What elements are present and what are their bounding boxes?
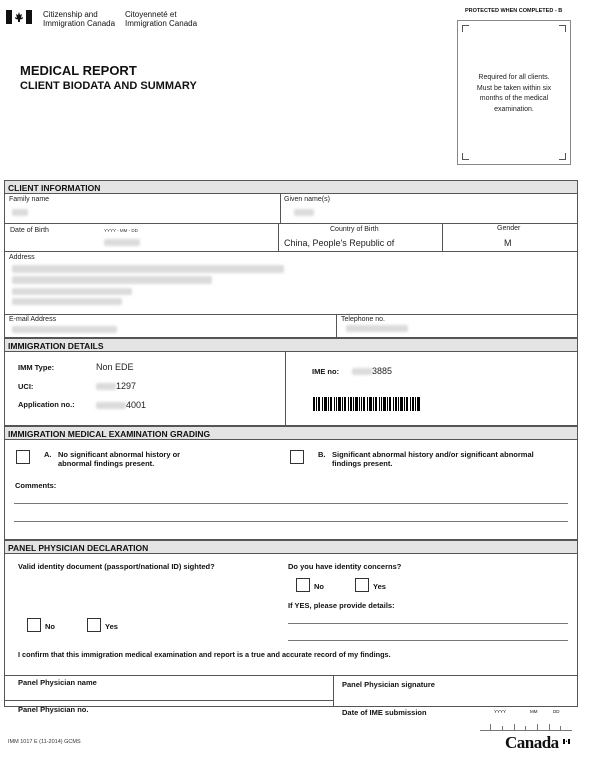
canada-wordmark-logo xyxy=(505,733,559,753)
grade-b-line2: findings present. xyxy=(332,459,393,468)
ime-date-yyyy-hint: YYYY xyxy=(494,709,507,714)
dept-fr-line2: Immigration Canada xyxy=(125,19,198,28)
identity-concerns-no-checkbox[interactable] xyxy=(296,578,310,592)
valid-id-question: Valid identity document (passport/national ID) sighted? xyxy=(18,562,215,571)
section-declaration: PANEL PHYSICIAN DECLARATION xyxy=(4,540,578,554)
ime-no-label: IME no: xyxy=(312,367,340,376)
dob-label: Date of Birth xyxy=(10,227,49,234)
photo-box[interactable] xyxy=(457,20,571,165)
photo-note-line: Required for all clients. xyxy=(478,74,550,81)
ime-no-value: 3885 xyxy=(372,366,393,376)
canada-wordmark: Canada xyxy=(505,733,559,752)
grade-a-letter: A. xyxy=(44,450,52,459)
grade-a-checkbox[interactable] xyxy=(16,450,30,464)
country-label: Country of Birth xyxy=(330,226,379,233)
photo-note xyxy=(458,73,570,115)
grade-a-line1: No significant abnormal history or xyxy=(58,450,181,459)
phone-label: Telephone no. xyxy=(341,316,385,323)
address-label: Address xyxy=(9,254,35,261)
given-names-label: Given name(s) xyxy=(284,196,330,203)
valid-id-no-checkbox[interactable] xyxy=(27,618,41,632)
dob-format-hint: YYYY - MM - DD xyxy=(104,228,138,233)
dept-en-line2: Immigration Canada xyxy=(43,19,116,28)
valid-id-no-label: No xyxy=(45,622,55,631)
physician-no-label: Panel Physician no. xyxy=(18,705,89,714)
identity-concerns-yes-label: Yes xyxy=(373,582,386,591)
physician-name-label: Panel Physician name xyxy=(18,678,97,687)
photo-note-line: examination. xyxy=(494,105,534,113)
ime-date-mm-hint: MM xyxy=(530,709,538,714)
uci-label: UCI: xyxy=(18,382,34,391)
identity-concerns-question: Do you have identity concerns? xyxy=(288,562,402,571)
imm-type-value: Non EDE xyxy=(96,362,134,372)
application-no-value: 4001 xyxy=(126,400,147,410)
immigration-details-table xyxy=(4,351,578,426)
ime-date-label: Date of IME submission xyxy=(342,708,427,717)
application-no-label: Application no.: xyxy=(18,400,75,409)
photo-note-line: Must be taken within six xyxy=(476,84,552,92)
protected-label: PROTECTED WHEN COMPLETED - B xyxy=(465,8,563,14)
wordmark-flag-icon xyxy=(563,731,570,736)
grade-b-checkbox[interactable] xyxy=(290,450,304,464)
confirmation-statement: I confirm that this immigration medical examination and report is a true and accurate record of my findings. xyxy=(18,650,391,659)
physician-signature-label: Panel Physician signature xyxy=(342,680,435,689)
section-client-information: CLIENT INFORMATION xyxy=(4,180,578,194)
country-value: China, People's Republic of xyxy=(284,238,395,248)
valid-id-yes-checkbox[interactable] xyxy=(87,618,101,632)
identity-concerns-no-label: No xyxy=(314,582,324,591)
grade-b-line1: Significant abnormal history and/or significant abnormal xyxy=(332,450,534,459)
section-grading: IMMIGRATION MEDICAL EXAMINATION GRADING xyxy=(4,426,578,440)
form-code: IMM 1017 E (11-2014) GCMS xyxy=(8,739,81,745)
grade-b-letter: B. xyxy=(318,450,326,459)
grade-a-line2: abnormal findings present. xyxy=(58,459,155,468)
gender-value: M xyxy=(504,238,512,248)
email-label: E-mail Address xyxy=(9,316,57,323)
ime-date-dd-hint: DD xyxy=(553,709,560,714)
dept-fr-line1: Citoyenneté et xyxy=(125,10,177,19)
photo-note-line: months of the medical xyxy=(479,95,549,102)
if-yes-label: If YES, please provide details: xyxy=(288,601,395,610)
imm-type-label: IMM Type: xyxy=(18,363,55,372)
canada-flag-icon xyxy=(6,10,32,24)
section-immigration-details: IMMIGRATION DETAILS xyxy=(4,338,578,352)
barcode xyxy=(313,397,420,411)
uci-value: 1297 xyxy=(116,381,137,391)
form-subtitle: CLIENT BIODATA AND SUMMARY xyxy=(20,80,197,92)
valid-id-yes-label: Yes xyxy=(105,622,118,631)
family-name-label: Family name xyxy=(9,196,50,203)
dept-en-line1: Citizenship and xyxy=(43,10,98,19)
identity-concerns-yes-checkbox[interactable] xyxy=(355,578,369,592)
form-title: MEDICAL REPORT xyxy=(20,63,137,78)
comments-label: Comments: xyxy=(15,481,57,490)
gender-label: Gender xyxy=(497,225,521,232)
